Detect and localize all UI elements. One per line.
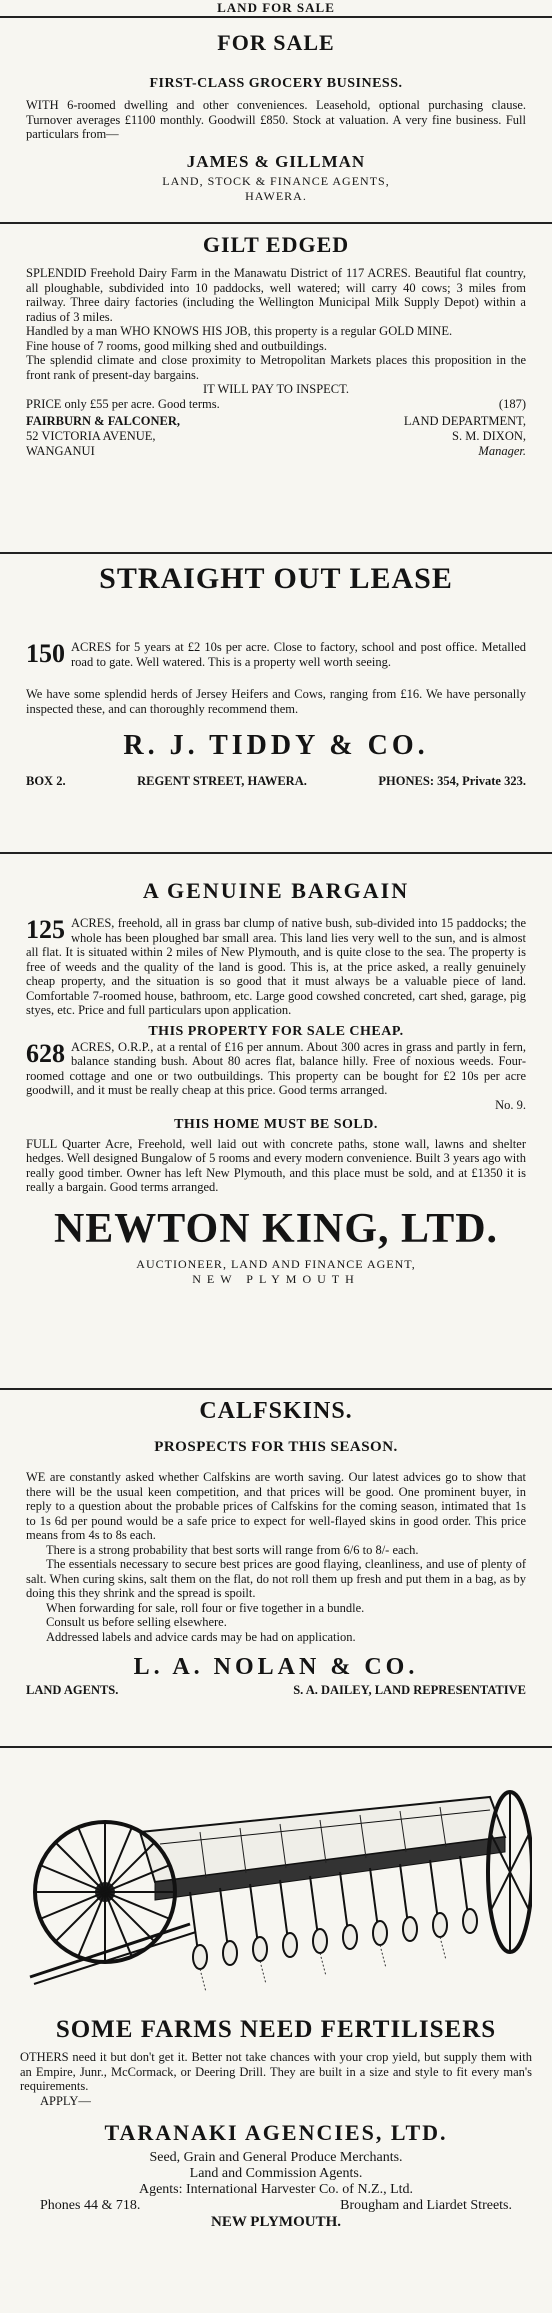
ad-agent-left: LAND AGENTS.	[26, 1683, 119, 1697]
ad-genuine-bargain	[0, 878, 552, 1287]
ad-body: The splendid climate and close proximity to Metropolitan Markets places this proposition in the front rank of present-day bargains.	[26, 353, 526, 382]
ad-line: Land and Commission Agents.	[189, 2166, 363, 2181]
ad-straight-out-lease	[0, 562, 552, 789]
ad-agent-right: LAND DEPARTMENT,	[403, 414, 526, 428]
ad-body: WITH 6-roomed dwelling and other conveniences. Leasehold, optional purchasing clause. Turnover averages £1100 monthly. Goodwill £850. Stock at valuation. A very fine business. Full particulars from—	[26, 98, 526, 141]
seed-drill-image	[20, 1752, 532, 2012]
ad-title: CALFSKINS.	[199, 1398, 353, 1424]
ad-fertilisers	[0, 1752, 552, 2231]
page-header-title: LAND FOR SALE	[217, 0, 335, 15]
ad-body: When forwarding for sale, roll four or five together in a bundle.	[46, 1600, 365, 1615]
ad-phones: Phones 44 & 718.	[40, 2198, 141, 2213]
ad-body: ACRES, O.R.P., at a rental of £16 per annum. About 300 acres in grass and partly in fern, balance standing bush. About 80 acres flat, balance hilly. Free of noxious weeds. Four-roomed cottage and one or two outbuildings. This property can be bought for £2 10s per acre goodwill, and it must be really cheap at this price. Good terms arranged.	[26, 1039, 526, 1097]
ad-lead-number: 125	[26, 915, 65, 944]
ad-agent: R. J. TIDDY & CO.	[123, 730, 429, 761]
ad-subheading: THIS PROPERTY FOR SALE CHEAP.	[148, 1023, 404, 1039]
ad-body: WE are constantly asked whether Calfskins are worth saving. Our latest advices go to show that there will be the usual keen competition, and that prices will be good. One prominent buyer, in reply to a question about the probable prices of Calfskins for the coming season, intimated that 1s to 1s 6d per pound would be a safe price to expect for well-flayed skins in good order. This price means from 4s to 8s each.	[26, 1470, 526, 1542]
ad-gilt-edged	[0, 232, 552, 459]
ad-subheading: THIS HOME MUST BE SOLD.	[174, 1116, 378, 1132]
ad-title: SOME FARMS NEED FERTILISERS	[55, 2016, 497, 2043]
ad-body: SPLENDID Freehold Dairy Farm in the Manawatu District of 117 ACRES. Beautiful flat country, all ploughable, subdivided into 10 paddocks, well watered; will carry 40 cows; 3 miles from railway. Three dairy factories (including the Wellington Municipal Milk Supply Depot) within a radius of 3 miles.	[26, 266, 526, 324]
ad-town: NEW PLYMOUTH.	[210, 2214, 342, 2230]
ad-line: Agents: International Harvester Co. of N.Z., Ltd.	[138, 2182, 414, 2197]
ad-lead-number: 628	[26, 1038, 65, 1068]
ad-agent-right: S. A. DAILEY, LAND REPRESENTATIVE	[293, 1683, 526, 1697]
ad-body: Consult us before selling elsewhere.	[46, 1615, 227, 1629]
ad-body: FULL Quarter Acre, Freehold, well laid out with concrete paths, stone wall, lawns and shelter hedges. Well designed Bungalow of 5 rooms and every modern convenience. Built 3 years ago with really good timber. Owner has left New Plymouth, and this place must be sold, and at £1350 it is really a bargain. Good terms arranged.	[26, 1136, 526, 1194]
ad-agent: NEWTON KING, LTD.	[53, 1205, 499, 1252]
divider	[0, 852, 552, 854]
ad-box: BOX 2.	[26, 774, 66, 788]
ad-grocery-business	[0, 30, 552, 204]
divider	[0, 552, 552, 554]
ad-body: Fine house of 7 rooms, good milking shed and outbuildings.	[26, 338, 328, 353]
ad-agent: TARANAKI AGENCIES, LTD.	[104, 2120, 448, 2145]
ad-line: Seed, Grain and General Produce Merchants.	[149, 2150, 403, 2165]
ad-title: FOR SALE	[217, 30, 335, 55]
ad-body: Addressed labels and advice cards may be had on application.	[46, 1629, 356, 1644]
ad-apply: APPLY—	[40, 2093, 91, 2108]
divider	[0, 1388, 552, 1390]
ad-agent-left-addr: 52 VICTORIA AVENUE,	[26, 429, 156, 443]
ad-body: There is a strong probability that best sorts will range from 6/6 to 8/- each.	[46, 1542, 419, 1557]
ad-title: STRAIGHT OUT LEASE	[99, 562, 453, 595]
ad-agent-sub: LAND, STOCK & FINANCE AGENTS,	[162, 173, 390, 188]
ad-streets: Brougham and Liardet Streets.	[340, 2198, 512, 2213]
ad-ref: No. 9.	[495, 1097, 526, 1112]
ad-subtitle: PROSPECTS FOR THIS SEASON.	[154, 1439, 398, 1455]
ad-body: We have some splendid herds of Jersey Heifers and Cows, ranging from £16. We have personally inspected these, and can thoroughly recommend them.	[26, 687, 526, 716]
ad-agent: JAMES & GILLMAN	[186, 151, 366, 171]
ad-body: ACRES for 5 years at £2 10s per acre. Close to factory, school and post office. Metalled road to gate. Well watered. This is a property well worth seeing.	[71, 640, 526, 669]
ad-agent-left-town: WANGANUI	[26, 444, 95, 458]
ad-agent-town: HAWERA.	[245, 188, 307, 203]
ad-title: A GENUINE BARGAIN	[142, 878, 410, 903]
ad-body: The essentials necessary to secure best prices are good flaying, cleanliness, and use of plenty of salt. When curing skins, salt them on the flat, do not roll them up fresh and put them in a bag, as by doing this they shrink and the spread is spoilt.	[26, 1557, 526, 1600]
ad-title: GILT EDGED	[202, 232, 350, 257]
ad-body: OTHERS need it but don't get it. Better not take chances with your crop yield, but supply them with an Empire, Junr., McCormack, or Deering Drill. They are built in a size and style to fit every man's requirements.	[20, 2050, 532, 2093]
seed-drill-illustration	[20, 1752, 532, 2012]
page-header	[0, 0, 552, 16]
ad-agent-town: NEW PLYMOUTH	[192, 1271, 360, 1286]
ad-phones: PHONES: 354, Private 323.	[378, 774, 526, 788]
ad-body: Handled by a man WHO KNOWS HIS JOB, this property is a regular GOLD MINE.	[26, 324, 453, 338]
ad-lead-number: 150	[26, 639, 65, 668]
divider	[0, 16, 552, 18]
divider	[0, 222, 552, 224]
ad-street: REGENT STREET, HAWERA.	[137, 774, 307, 788]
ad-agent-right-name: S. M. DIXON,	[452, 429, 526, 443]
ad-body: IT WILL PAY TO INSPECT.	[203, 382, 349, 396]
ad-price: PRICE only £55 per acre. Good terms.	[26, 397, 220, 411]
ad-agent-left: FAIRBURN & FALCONER,	[26, 414, 181, 428]
ad-body: ACRES, freehold, all in grass bar clump of native bush, sub-divided into 15 paddocks; the whole has been ploughed bar small area. This land lies very well to the sun, and is almost all flat. It is situated within 2 miles of New Plymouth, and is quite close to the sea. The property is free of weeds and the quality of the land is good. This is, at the price asked, a really genuinely cheap property, and the situation is so good that it must always be a valuable piece of land. Comfortable 7-roomed house, bathroom, etc. Large good cowshed concreted, cart shed, garage, pig styes, etc. Price and full particulars upon application.	[26, 916, 526, 1017]
divider	[0, 1746, 552, 1748]
ad-agent: L. A. NOLAN & CO.	[133, 1654, 419, 1680]
ad-agent-right-role: Manager.	[478, 444, 526, 458]
ad-ref: (187)	[498, 397, 526, 411]
ad-agent-sub: AUCTIONEER, LAND AND FINANCE AGENT,	[136, 1256, 416, 1271]
ad-calfskins	[0, 1398, 552, 1698]
ad-subtitle: FIRST-CLASS GROCERY BUSINESS.	[149, 76, 403, 91]
